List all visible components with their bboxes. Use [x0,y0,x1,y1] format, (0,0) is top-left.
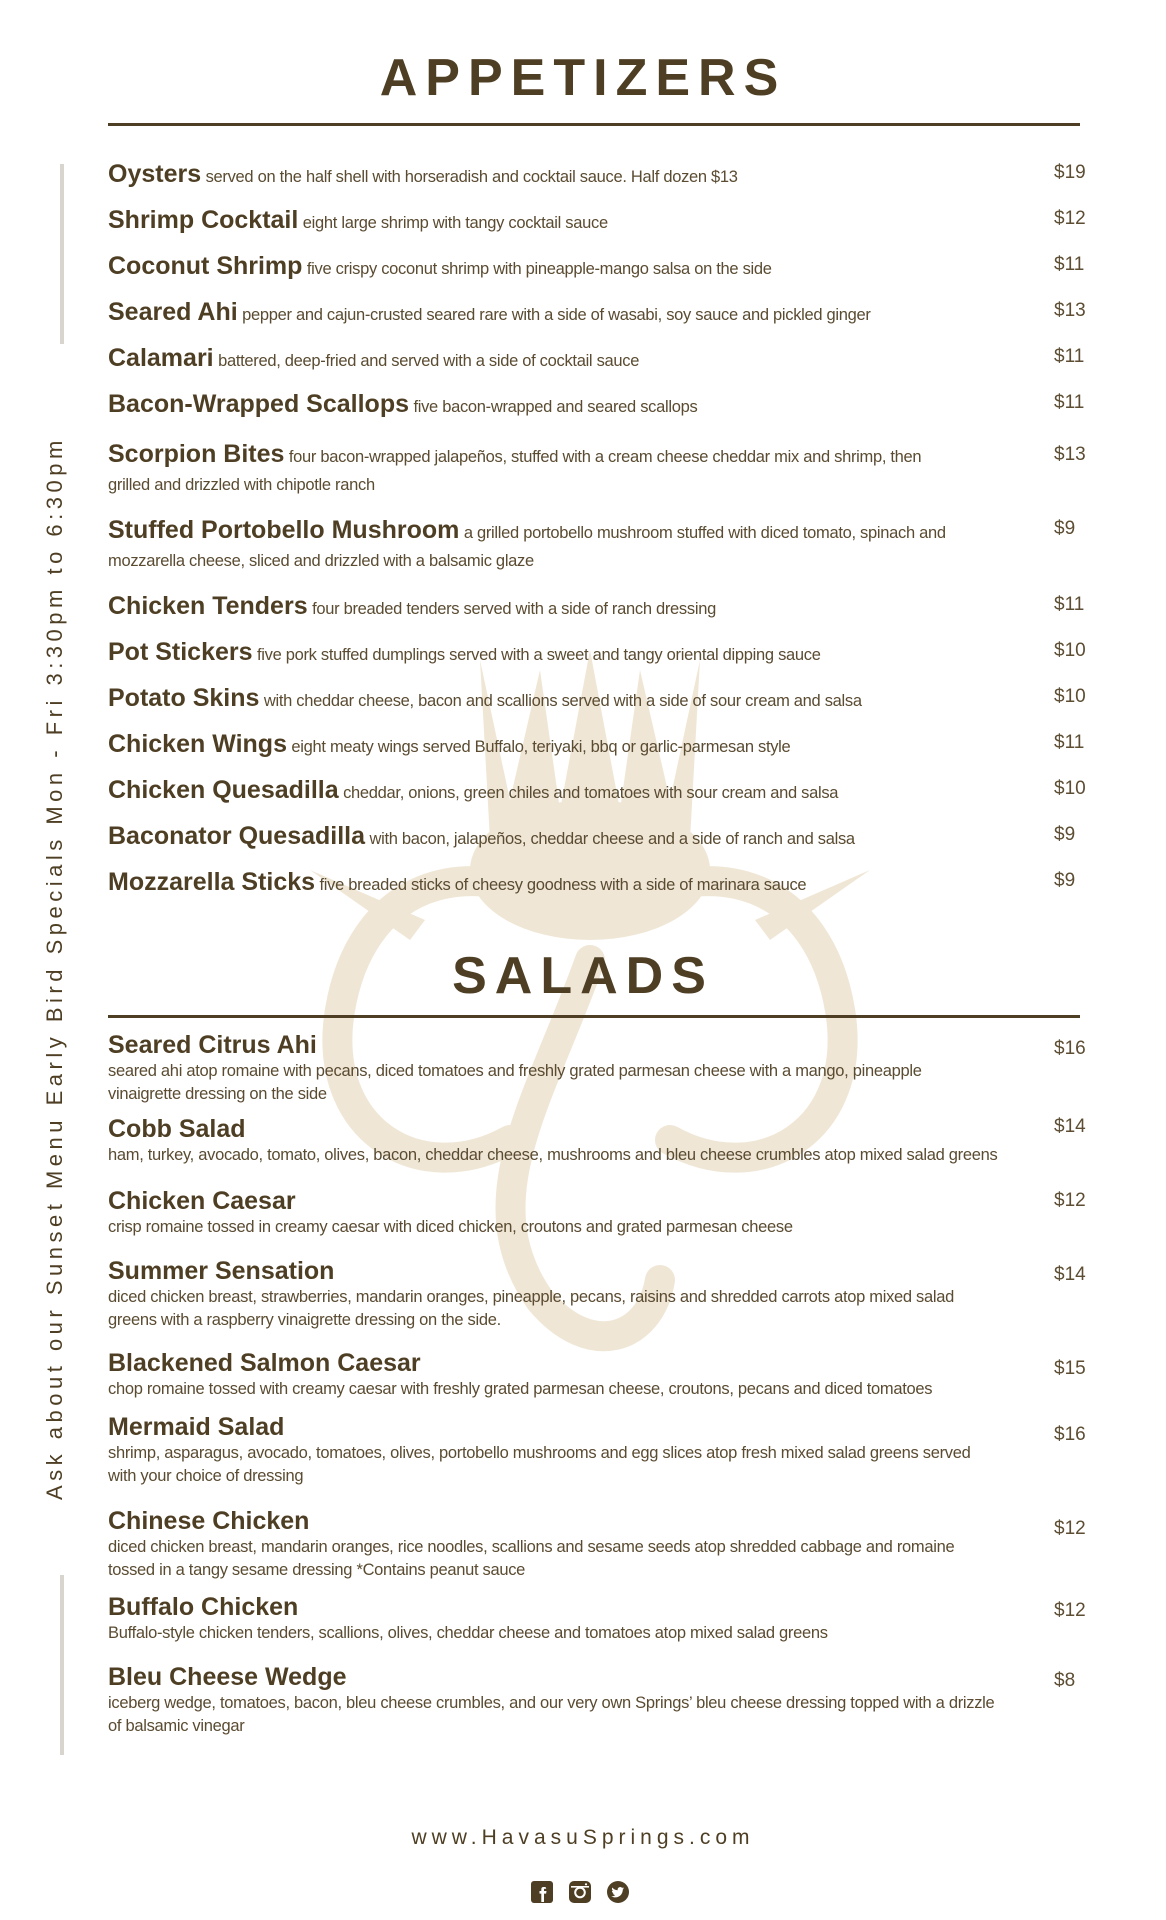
appetizer-item [108,638,948,670]
appetizer-item [108,344,948,376]
appetizer-price: $9 [1054,518,1076,539]
appetizer-name: Shrimp Cocktail [108,206,299,234]
salad-description: ham, turkey, avocado, tomato, olives, bacon, cheddar cheese, mushrooms and bleu cheese crumbles atop mixed salad greens [108,1146,998,1164]
appetizer-name: Seared Ahi [108,298,238,326]
appetizer-description: four bacon-wrapped jalapeños, stuffed with a cream cheese cheddar mix and shrimp, then grilled and drizzled with chipotle ranch [108,448,922,494]
appetizer-item [108,206,948,238]
salad-item [108,1348,998,1401]
appetizer-item [108,868,948,900]
appetizer-item [108,684,948,716]
appetizer-name: Chicken Tenders [108,592,308,620]
appetizer-name: Coconut Shrimp [108,252,303,280]
appetizer-description: with cheddar cheese, bacon and scallions served with a side of sour cream and salsa [263,692,862,710]
appetizer-name: Calamari [108,344,214,372]
salad-description: shrimp, asparagus, avocado, tomatoes, olives, portobello mushrooms and egg slices atop fresh mixed salad greens served with your choice of dressing [108,1444,971,1485]
appetizer-name: Scorpion Bites [108,440,285,468]
appetizer-name: Pot Stickers [108,638,253,666]
salad-name: Chicken Caesar [108,1187,296,1215]
salad-price: $15 [1054,1358,1086,1379]
appetizer-description: cheddar, onions, green chiles and tomatoes with sour cream and salsa [343,784,839,802]
appetizer-item [108,298,948,330]
appetizer-description: battered, deep-fried and served with a side of cocktail sauce [218,352,640,370]
appetizer-item [108,730,948,762]
salad-price: $12 [1054,1190,1086,1211]
salad-price: $16 [1054,1424,1086,1445]
salad-name: Chinese Chicken [108,1507,310,1535]
appetizer-price: $12 [1054,208,1086,229]
appetizer-price: $10 [1054,686,1086,707]
salad-price: $12 [1054,1518,1086,1539]
salad-description: iceberg wedge, tomatoes, bacon, bleu cheese crumbles, and our very own Springs’ bleu cheese dressing topped with a drizzle of balsamic vinegar [108,1694,995,1735]
facebook-icon[interactable] [530,1880,554,1904]
salads-divider [108,1015,1080,1018]
salad-price: $16 [1054,1038,1086,1059]
sidebar-rule-top [60,164,64,344]
salad-description: crisp romaine tossed in creamy caesar with diced chicken, croutons and grated parmesan cheese [108,1218,793,1236]
appetizer-description: five pork stuffed dumplings served with a sweet and tangy oriental dipping sauce [256,646,821,664]
appetizer-price: $11 [1054,594,1085,615]
salad-description: Buffalo-style chicken tenders, scallions, olives, cheddar cheese and tomatoes atop mixed salad greens [108,1624,828,1642]
salad-description: seared ahi atop romaine with pecans, diced tomatoes and freshly grated parmesan cheese with a mango, pineapple vinaigrette dressing on the side [108,1062,922,1103]
appetizer-name: Chicken Wings [108,730,287,758]
appetizer-description: a grilled portobello mushroom stuffed with diced tomato, spinach and mozzarella cheese, sliced and drizzled with a balsamic glaze [108,524,946,570]
appetizer-price: $10 [1054,778,1086,799]
salad-name: Mermaid Salad [108,1413,285,1441]
salad-item [108,1662,998,1738]
salad-description: diced chicken breast, mandarin oranges, rice noodles, scallions and sesame seeds atop shredded cabbage and romaine tossed in a tangy sesame dressing *Contains peanut sauce [108,1538,955,1579]
appetizer-name: Stuffed Portobello Mushroom [108,516,460,544]
salad-name: Bleu Cheese Wedge [108,1663,347,1691]
salad-item [108,1186,998,1239]
salad-price: $14 [1054,1264,1086,1285]
website-link[interactable]: www.HavasuSprings.com [411,1826,755,1849]
salad-item [108,1592,998,1645]
salad-name: Cobb Salad [108,1115,246,1143]
salad-name: Seared Citrus Ahi [108,1031,317,1059]
appetizer-description: four breaded tenders served with a side of ranch dressing [312,600,716,618]
appetizer-item [108,592,948,624]
appetizer-price: $9 [1054,870,1076,891]
appetizer-price: $11 [1054,392,1085,413]
appetizer-price: $13 [1054,444,1086,465]
salad-item [108,1412,998,1488]
appetizer-price: $11 [1054,254,1085,275]
appetizer-description: served on the half shell with horseradish and cocktail sauce. Half dozen $13 [205,168,738,186]
appetizers-divider [108,123,1080,126]
twitter-icon[interactable] [606,1880,630,1904]
appetizer-description: eight large shrimp with tangy cocktail sauce [302,214,608,232]
salad-description: diced chicken breast, strawberries, mandarin oranges, pineapple, pecans, raisins and shredded carrots atop mixed salad greens with a raspberry vinaigrette dressing on the side. [108,1288,955,1329]
salad-price: $12 [1054,1600,1086,1621]
salad-item [108,1506,998,1582]
appetizer-price: $13 [1054,300,1086,321]
salad-price: $14 [1054,1116,1086,1137]
instagram-icon[interactable] [568,1880,592,1904]
social-icons [530,1880,630,1904]
salad-item [108,1114,998,1167]
appetizer-description: five crispy coconut shrimp with pineapple-mango salsa on the side [306,260,772,278]
salad-price: $8 [1054,1670,1076,1691]
appetizer-name: Oysters [108,160,202,188]
appetizer-description: five breaded sticks of cheesy goodness with a side of marinara sauce [319,876,807,894]
appetizer-item [108,252,948,284]
appetizer-price: $11 [1054,732,1085,753]
appetizer-price: $11 [1054,346,1085,367]
salads-title: SALADS [452,947,714,1005]
salad-item [108,1256,998,1332]
appetizer-item [108,440,948,500]
appetizer-name: Chicken Quesadilla [108,776,339,804]
appetizer-name: Mozzarella Sticks [108,868,316,896]
appetizer-item [108,516,948,576]
appetizer-item [108,822,948,854]
salad-item [108,1030,998,1106]
appetizer-price: $19 [1054,162,1086,183]
appetizer-item [108,776,948,808]
appetizer-description: five bacon-wrapped and seared scallops [413,398,698,416]
appetizer-description: with bacon, jalapeños, cheddar cheese and a side of ranch and salsa [369,830,855,848]
sidebar-specials-text: Ask about our Sunset Menu Early Bird Specials Mon - Fri 3:30pm to 6:30pm [42,436,67,1500]
appetizer-name: Potato Skins [108,684,260,712]
appetizer-price: $9 [1054,824,1076,845]
salad-name: Buffalo Chicken [108,1593,299,1621]
appetizer-description: eight meaty wings served Buffalo, teriyaki, bbq or garlic-parmesan style [291,738,791,756]
appetizer-name: Baconator Quesadilla [108,822,366,850]
appetizer-price: $10 [1054,640,1086,661]
salad-name: Summer Sensation [108,1257,335,1285]
salad-description: chop romaine tossed with creamy caesar with freshly grated parmesan cheese, croutons, pecans and diced tomatoes [108,1380,933,1398]
sidebar-rule-bottom [60,1575,64,1755]
appetizer-description: pepper and cajun-crusted seared rare with a side of wasabi, soy sauce and pickled ginger [242,306,871,324]
appetizer-name: Bacon-Wrapped Scallops [108,390,409,418]
salad-name: Blackened Salmon Caesar [108,1349,421,1377]
appetizers-title: APPETIZERS [379,49,787,107]
appetizer-item [108,390,948,422]
appetizer-item [108,160,948,192]
